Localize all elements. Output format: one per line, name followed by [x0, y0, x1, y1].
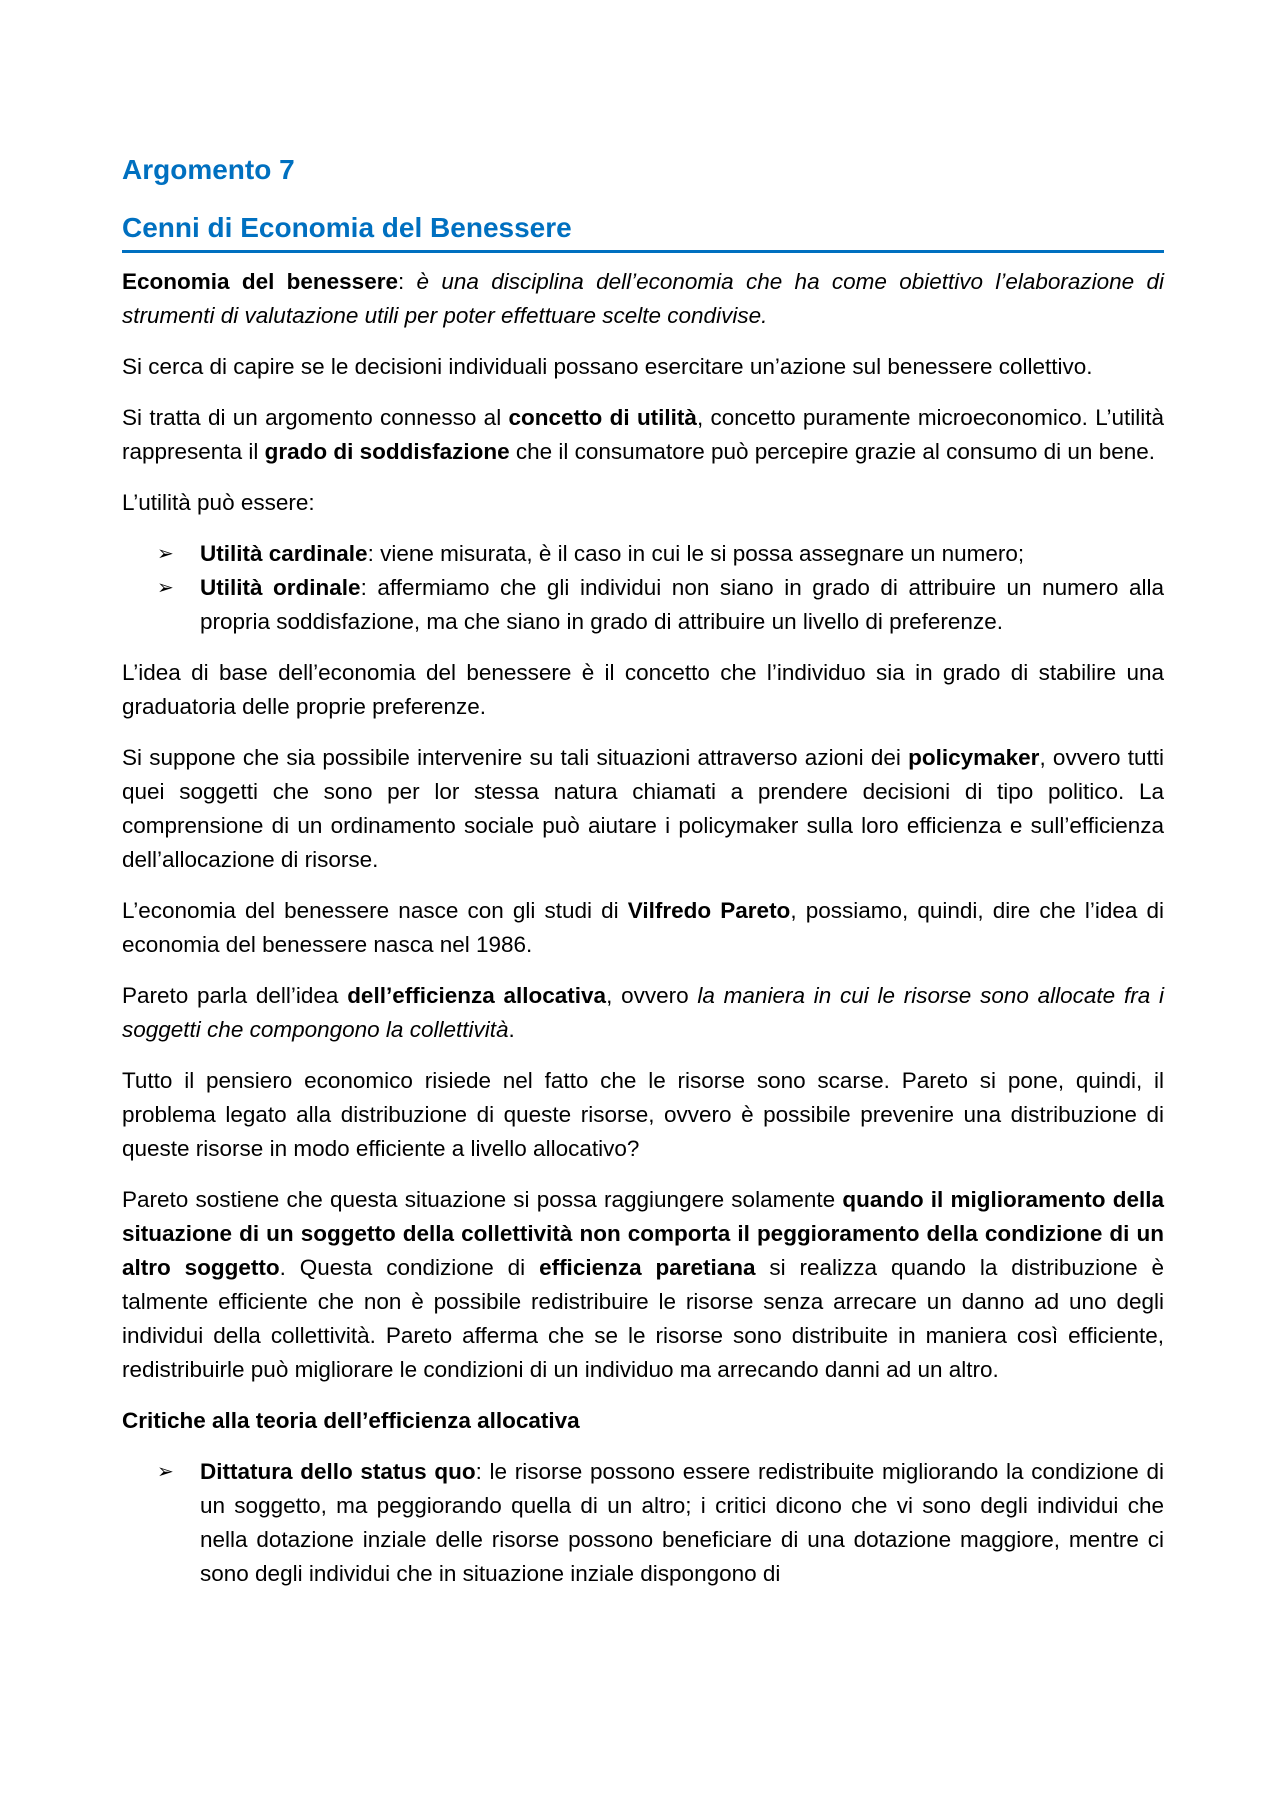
- bold-run: Utilità cardinale: [200, 541, 368, 566]
- bold-run: grado di soddisfazione: [264, 439, 510, 464]
- subheading: Critiche alla teoria dell’efficienza allocativa: [122, 1408, 580, 1433]
- paragraph: L’utilità può essere:: [122, 490, 315, 515]
- text-run: : affermiamo che gli individui non siano in grado di attribuire un numero alla propria soddisfazione, ma che siano in grado di attribuire un livello di preferenze.: [200, 575, 1164, 634]
- text-run: che il consumatore può percepire grazie al consumo di un bene.: [509, 439, 1156, 464]
- bold-run: dell’efficienza allocativa: [347, 983, 607, 1008]
- arrow-bullet-icon: ➢: [157, 543, 174, 565]
- text-run: Si suppone che sia possibile intervenire su tali situazioni attraverso azioni dei: [122, 745, 909, 770]
- list-item: [157, 1455, 1164, 1591]
- text-run: , concetto puramente microeconomico. L’utilità rappresenta il: [122, 405, 1164, 464]
- paragraph-pareto: [122, 894, 1164, 962]
- paragraph: Si cerca di capire se le decisioni individuali possano esercitare un’azione sul benessere collettivo.: [122, 354, 1093, 379]
- bold-run: Dittatura dello status quo: [200, 1459, 476, 1484]
- bold-run: Vilfredo Pareto: [627, 898, 791, 923]
- text-run: . Questa condizione di: [279, 1255, 540, 1280]
- list-item: [157, 571, 1164, 639]
- italic-run: la maniera in cui le risorse sono allocate fra i soggetti che compongono la collettività: [122, 983, 1164, 1042]
- text-run: Pareto parla dell’idea: [122, 983, 348, 1008]
- text-run: : le risorse possono essere redistribuite migliorando la condizione di un soggetto, ma peggiorando quella di un altro; i critici dicono che vi sono degli individui che nella dotazione inziale delle risorse possono beneficiare di una dotazione maggiore, mentre ci sono degli individui che in situazione inziale dispongono di: [200, 1459, 1164, 1586]
- bold-run: efficienza paretiana: [539, 1255, 756, 1280]
- bold-run: quando il miglioramento della situazione di un soggetto della collettività non comporta il peggioramento della condizione di un altro soggetto: [122, 1187, 1165, 1280]
- text-run: Pareto sostiene che questa situazione si possa raggiungere solamente: [122, 1187, 843, 1212]
- text-run: Si tratta di un argomento connesso al: [122, 405, 509, 430]
- text-run: .: [508, 1017, 515, 1042]
- text-run: , ovvero tutti quei soggetti che sono per lor stessa natura chiamati a prendere decisioni di tipo politico. La comprensione di un ordinamento sociale può aiutare i policymaker sulla loro efficienza e sull’efficienza dell’allocazione di risorse.: [122, 745, 1164, 872]
- paragraph: L’idea di base dell’economia del benessere è il concetto che l’individuo sia in grado di stabilire una graduatoria delle proprie preferenze.: [122, 660, 1164, 719]
- paragraph-definition: [122, 265, 1164, 333]
- paragraph-paretian: [122, 1183, 1164, 1387]
- paragraph-policymaker: [122, 741, 1164, 877]
- definition-italic: è una disciplina dell’economia che ha come obiettivo l’elaborazione di strumenti di valutazione utili per poter effettuare scelte condivise.: [122, 269, 1164, 328]
- topic-heading: Argomento 7: [122, 154, 295, 185]
- critique-list: [122, 1455, 1164, 1591]
- term-bold: Economia del benessere: [122, 269, 398, 294]
- text-run: si realizza quando la distribuzione è talmente efficiente che non è possibile redistribuire le risorse senza arrecare un danno ad uno degli individui della collettività. Pareto afferma che se le risorse sono distribuite in maniera così efficiente, redistribuirle può migliorare le condizioni di un individuo ma arrecando danni ad un altro.: [122, 1255, 1165, 1382]
- list-item: [157, 537, 1164, 571]
- paragraph-efficiency: [122, 979, 1164, 1047]
- bold-run: Utilità ordinale: [200, 575, 361, 600]
- bold-run: concetto di utilità: [508, 405, 697, 430]
- arrow-bullet-icon: ➢: [157, 1461, 174, 1483]
- paragraph: Tutto il pensiero economico risiede nel fatto che le risorse sono scarse. Pareto si pone, quindi, il problema legato alla distribuzione di queste risorse, ovvero è possibile prevenire una distribuzione di queste risorse in modo efficiente a livello allocativo?: [122, 1068, 1164, 1161]
- text-run: , ovvero: [606, 983, 698, 1008]
- paragraph-utility: [122, 401, 1164, 469]
- separator: :: [397, 269, 417, 294]
- text-run: , possiamo, quindi, dire che l’idea di economia del benessere nasca nel 1986.: [122, 898, 1165, 957]
- arrow-bullet-icon: ➢: [157, 577, 174, 599]
- text-run: : viene misurata, è il caso in cui le si possa assegnare un numero;: [367, 541, 1025, 566]
- section-title: Cenni di Economia del Benessere: [122, 208, 1164, 253]
- utility-list: [122, 537, 1164, 639]
- bold-run: policymaker: [908, 745, 1040, 770]
- text-run: L’economia del benessere nasce con gli studi di: [122, 898, 628, 923]
